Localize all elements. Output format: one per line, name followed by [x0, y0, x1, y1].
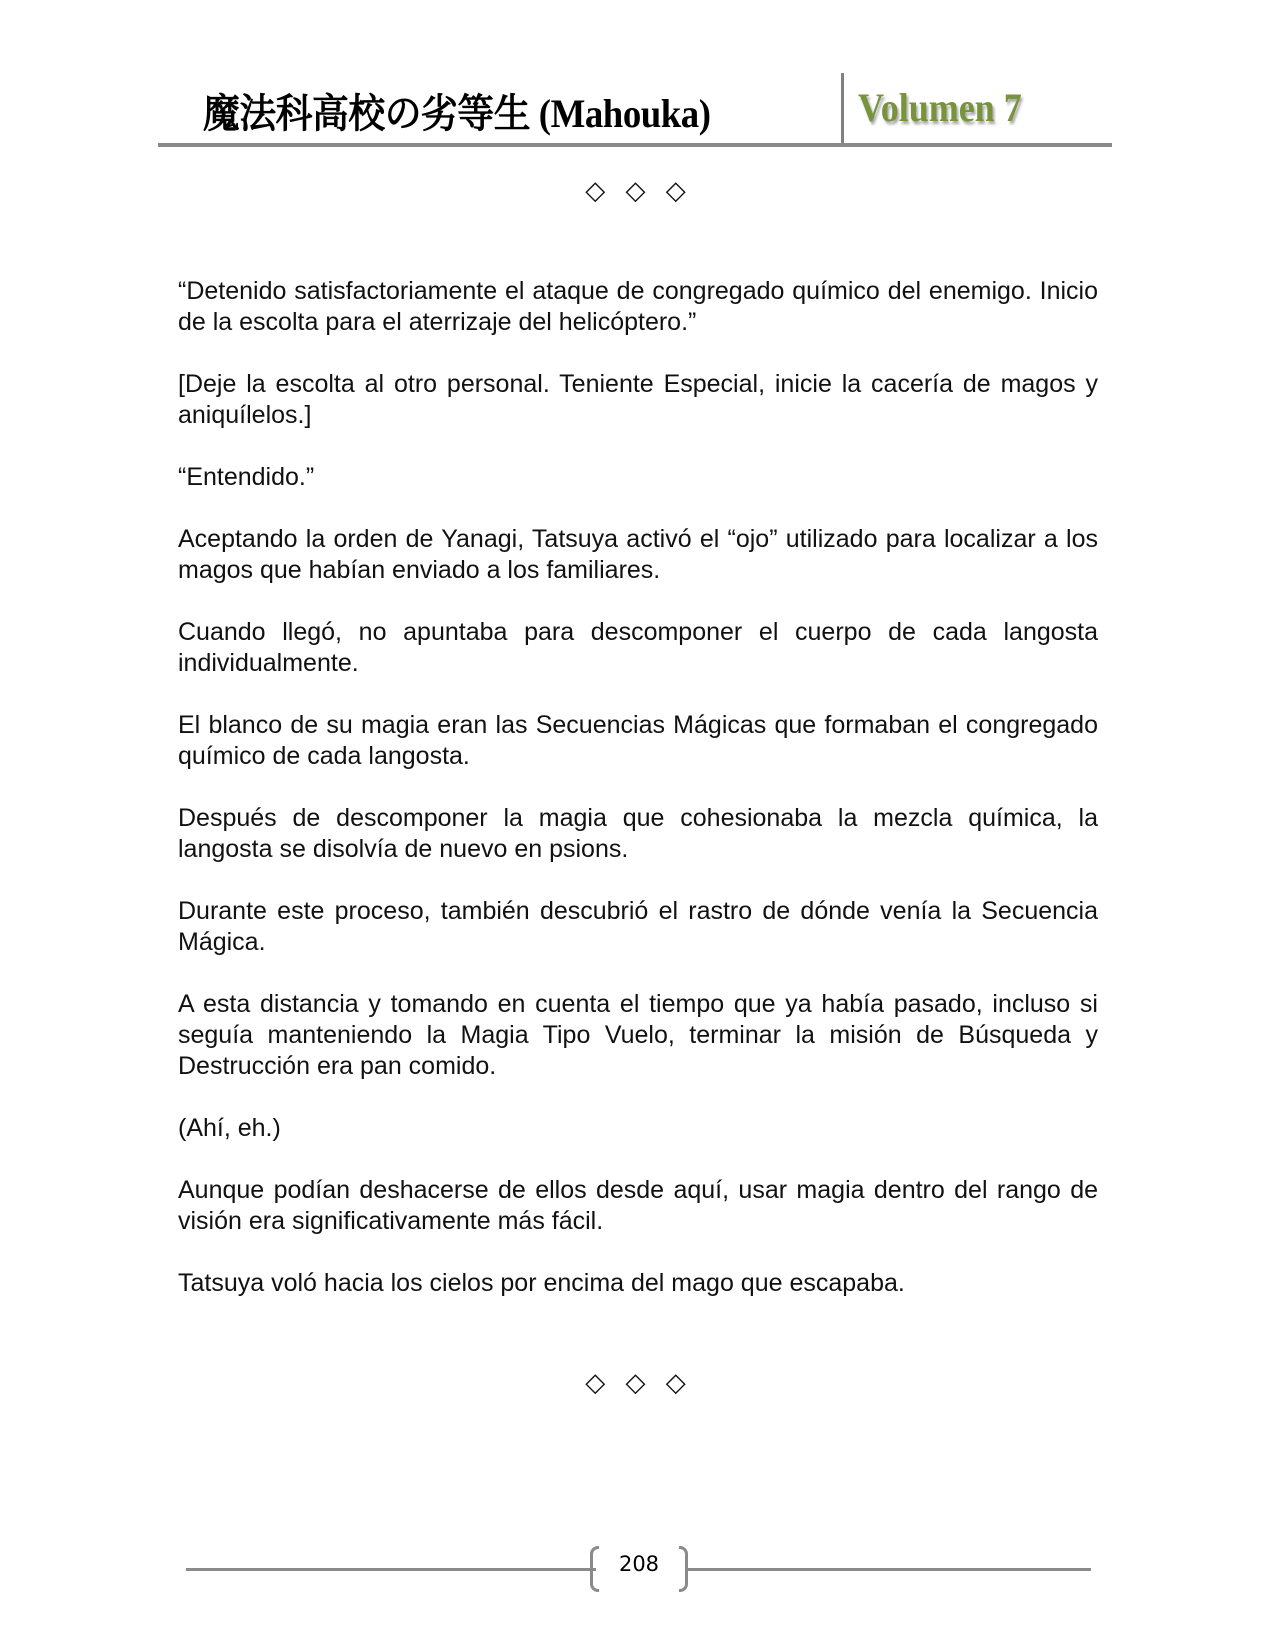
paragraph: El blanco de su magia eran las Secuencias Mágicas que formaban el congregado químico de cada langosta.: [178, 711, 1098, 770]
paragraph: [Deje la escolta al otro personal. Teniente Especial, inicie la cacería de magos y aniquílelos.]: [178, 370, 1098, 429]
scene-break-top: [0, 176, 1275, 206]
paragraph: (Ahí, eh.): [178, 1114, 281, 1142]
paragraph: Tatsuya voló hacia los cielos por encima del mago que escapaba.: [178, 1269, 905, 1297]
scene-break-bottom: [0, 1368, 1275, 1398]
header-rule: [158, 143, 1112, 147]
white-diamond-icon: ◇: [585, 176, 610, 206]
left-bracket-icon: [590, 1546, 599, 1592]
paragraph: Aunque podían deshacerse de ellos desde aquí, usar magia dentro del rango de visión era significativamente más fácil.: [178, 1176, 1098, 1235]
paragraph: “Entendido.”: [178, 463, 315, 491]
white-diamond-icon: ◇: [585, 1368, 610, 1398]
white-diamond-icon: ◇: [625, 176, 650, 206]
paragraph: “Detenido satisfactoriamente el ataque de congregado químico del enemigo. Inicio de la escolta para el aterrizaje del helicóptero.”: [178, 277, 1098, 336]
white-diamond-icon: ◇: [625, 1368, 650, 1398]
white-diamond-icon: ◇: [665, 176, 690, 206]
footer-rule-left: [186, 1568, 596, 1571]
paragraph: A esta distancia y tomando en cuenta el tiempo que ya había pasado, incluso si seguía manteniendo la Magia Tipo Vuelo, terminar la misión de Búsqueda y Destrucción era pan comido.: [178, 990, 1098, 1080]
paragraph: Aceptando la orden de Yanagi, Tatsuya activó el “ojo” utilizado para localizar a los magos que habían enviado a los familiares.: [178, 525, 1098, 584]
page-number: 208: [618, 1552, 660, 1576]
white-diamond-icon: ◇: [665, 1368, 690, 1398]
paragraph: Cuando llegó, no apuntaba para descomponer el cuerpo de cada langosta individualmente.: [178, 618, 1098, 677]
page-footer: [186, 1540, 1091, 1600]
header-divider: [841, 73, 844, 145]
book-title: 魔法科高校の劣等生 (Mahouka): [203, 91, 711, 136]
page-header: [158, 68, 1112, 150]
paragraph: Después de descomponer la magia que cohesionaba la mezcla química, la langosta se disolvía de nuevo en psions.: [178, 804, 1098, 863]
paragraph: Durante este proceso, también descubrió el rastro de dónde venía la Secuencia Mágica.: [178, 897, 1098, 956]
footer-rule-right: [686, 1568, 1091, 1571]
body-text: [178, 276, 1098, 1330]
volume-label: Volumen 7: [858, 85, 1022, 130]
